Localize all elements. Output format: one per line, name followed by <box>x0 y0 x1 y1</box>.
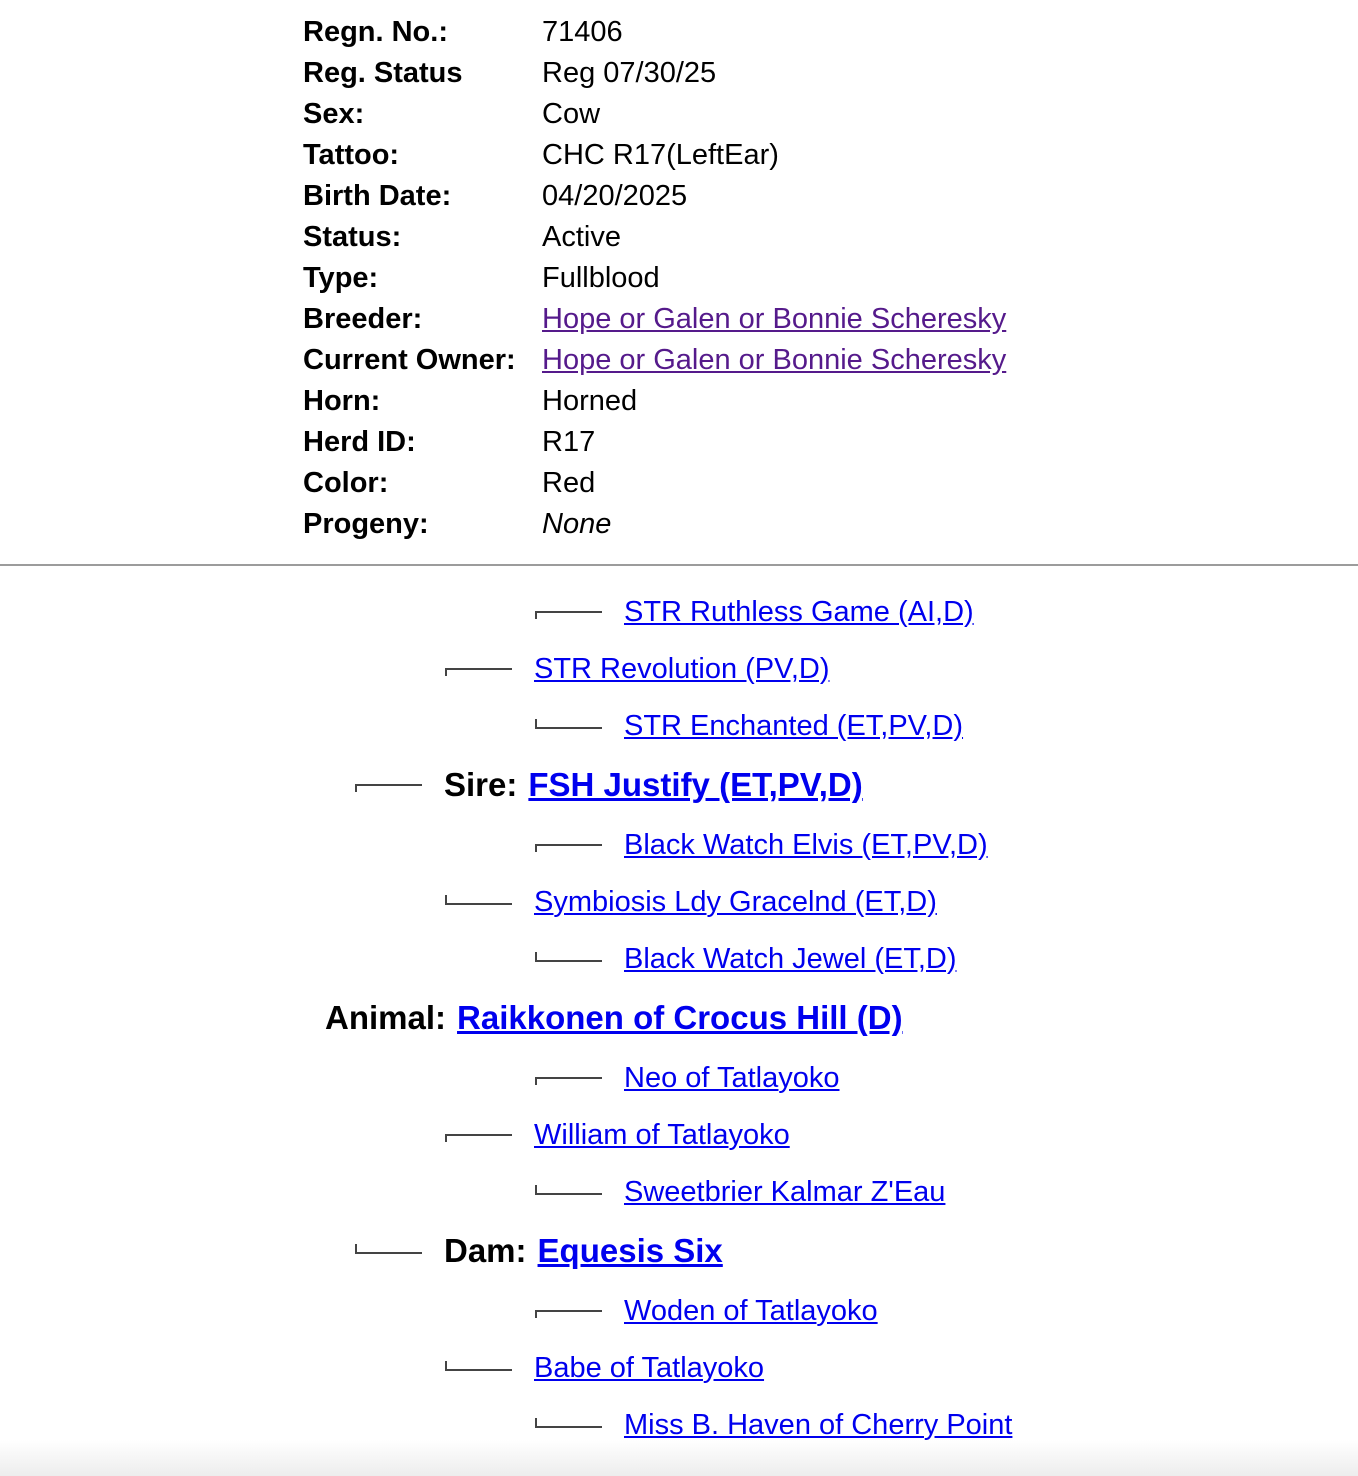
info-row-type <box>303 258 1006 299</box>
pedigree-dam-dam-link[interactable]: Babe of Tatlayoko <box>534 1351 765 1384</box>
pedigree-sire-dam-sire-row <box>535 825 988 865</box>
reg-status-value: Reg 07/30/25 <box>542 57 717 89</box>
tree-connector-icon <box>445 1358 512 1378</box>
herd-id-label: Herd ID: <box>303 426 416 458</box>
pedigree-sire-sire-sire-row <box>535 592 974 632</box>
birth-date-value: 04/20/2025 <box>542 180 688 212</box>
info-row-regn-no <box>303 12 1006 53</box>
pedigree-dam-sire-sire-link[interactable]: Neo of Tatlayoko <box>624 1061 840 1094</box>
pedigree-dam-dam-row <box>445 1348 764 1388</box>
info-row-breeder <box>303 299 1006 340</box>
progeny-value: None <box>542 508 612 540</box>
status-label: Status: <box>303 221 402 253</box>
tree-connector-icon <box>535 1068 602 1088</box>
tattoo-value: CHC R17(LeftEar) <box>542 139 779 171</box>
info-row-current-owner <box>303 340 1006 381</box>
animal-label: Animal: <box>325 999 447 1036</box>
pedigree-dam-row <box>355 1231 723 1271</box>
type-label: Type: <box>303 262 379 294</box>
breeder-cell <box>542 299 1006 340</box>
tree-connector-icon <box>535 949 602 969</box>
type-value: Fullblood <box>542 262 660 294</box>
pedigree-dam-sire-sire-row <box>535 1058 840 1098</box>
regn-no-value: 71406 <box>542 16 623 48</box>
pedigree-dam-dam-dam-row <box>535 1405 1012 1445</box>
info-row-birth-date <box>303 176 1006 217</box>
pedigree-sire-sire-link[interactable]: STR Revolution (PV,D) <box>534 652 830 685</box>
bottom-shade <box>0 1440 1358 1476</box>
info-row-tattoo <box>303 135 1006 176</box>
pedigree-dam-sire-dam-link[interactable]: Sweetbrier Kalmar Z'Eau <box>624 1175 946 1208</box>
color-value: Red <box>542 467 596 499</box>
sex-label: Sex: <box>303 98 365 130</box>
section-divider <box>0 564 1358 566</box>
tree-connector-icon <box>445 659 512 679</box>
pedigree-dam-dam-sire-link[interactable]: Woden of Tatlayoko <box>624 1294 878 1327</box>
info-row-color <box>303 463 1006 504</box>
breeder-link[interactable]: Hope or Galen or Bonnie Scheresky <box>542 303 1007 335</box>
info-row-horn <box>303 381 1006 422</box>
reg-status-label: Reg. Status <box>303 57 463 89</box>
color-label: Color: <box>303 467 389 499</box>
sex-value: Cow <box>542 98 601 130</box>
tree-connector-icon <box>535 835 602 855</box>
pedigree-sire-sire-sire-link[interactable]: STR Ruthless Game (AI,D) <box>624 595 974 628</box>
pedigree-sire-sire-dam-row <box>535 706 963 746</box>
regn-no-label: Regn. No.: <box>303 16 448 48</box>
pedigree-animal-link[interactable]: Raikkonen of Crocus Hill (D) <box>457 999 903 1036</box>
current-owner-cell <box>542 340 1006 381</box>
tree-connector-icon <box>535 716 602 736</box>
tree-connector-icon <box>535 1182 602 1202</box>
dam-label: Dam: <box>444 1232 527 1269</box>
tree-connector-icon <box>535 1415 602 1435</box>
info-row-sex <box>303 94 1006 135</box>
pedigree-sire-dam-row <box>445 882 937 922</box>
pedigree-sire-dam-dam-row <box>535 939 957 979</box>
pedigree-sire-sire-row <box>445 649 829 689</box>
birth-date-label: Birth Date: <box>303 180 452 212</box>
status-value: Active <box>542 221 621 253</box>
current-owner-link[interactable]: Hope or Galen or Bonnie Scheresky <box>542 344 1007 376</box>
pedigree-sire-dam-dam-link[interactable]: Black Watch Jewel (ET,D) <box>624 942 957 975</box>
tree-connector-icon <box>445 892 512 912</box>
progeny-label: Progeny: <box>303 508 429 540</box>
info-row-status <box>303 217 1006 258</box>
pedigree-animal-row <box>325 998 903 1038</box>
pedigree-dam-dam-dam-link[interactable]: Miss B. Haven of Cherry Point <box>624 1408 1013 1441</box>
horn-value: Horned <box>542 385 638 417</box>
pedigree-dam-sire-row <box>445 1115 790 1155</box>
tree-connector-icon <box>445 1125 512 1145</box>
pedigree-sire-link[interactable]: FSH Justify (ET,PV,D) <box>528 766 863 803</box>
pedigree-sire-dam-link[interactable]: Symbiosis Ldy Gracelnd (ET,D) <box>534 885 937 918</box>
tree-connector-icon <box>355 775 422 795</box>
pedigree-dam-link[interactable]: Equesis Six <box>537 1232 723 1269</box>
tree-connector-icon <box>355 1241 422 1261</box>
pedigree-dam-sire-dam-row <box>535 1172 945 1212</box>
info-row-progeny <box>303 504 1006 545</box>
current-owner-label: Current Owner: <box>303 344 516 376</box>
info-row-herd-id <box>303 422 1006 463</box>
animal-info-table <box>303 12 1006 545</box>
pedigree-sire-dam-sire-link[interactable]: Black Watch Elvis (ET,PV,D) <box>624 828 988 861</box>
pedigree-dam-dam-sire-row <box>535 1291 878 1331</box>
sire-label: Sire: <box>444 766 518 803</box>
herd-id-value: R17 <box>542 426 596 458</box>
pedigree-dam-sire-link[interactable]: William of Tatlayoko <box>534 1118 790 1151</box>
breeder-label: Breeder: <box>303 303 423 335</box>
pedigree-sire-row <box>355 765 863 805</box>
tattoo-label: Tattoo: <box>303 139 400 171</box>
tree-connector-icon <box>535 602 602 622</box>
horn-label: Horn: <box>303 385 381 417</box>
tree-connector-icon <box>535 1301 602 1321</box>
pedigree-sire-sire-dam-link[interactable]: STR Enchanted (ET,PV,D) <box>624 709 964 742</box>
info-row-reg-status <box>303 53 1006 94</box>
